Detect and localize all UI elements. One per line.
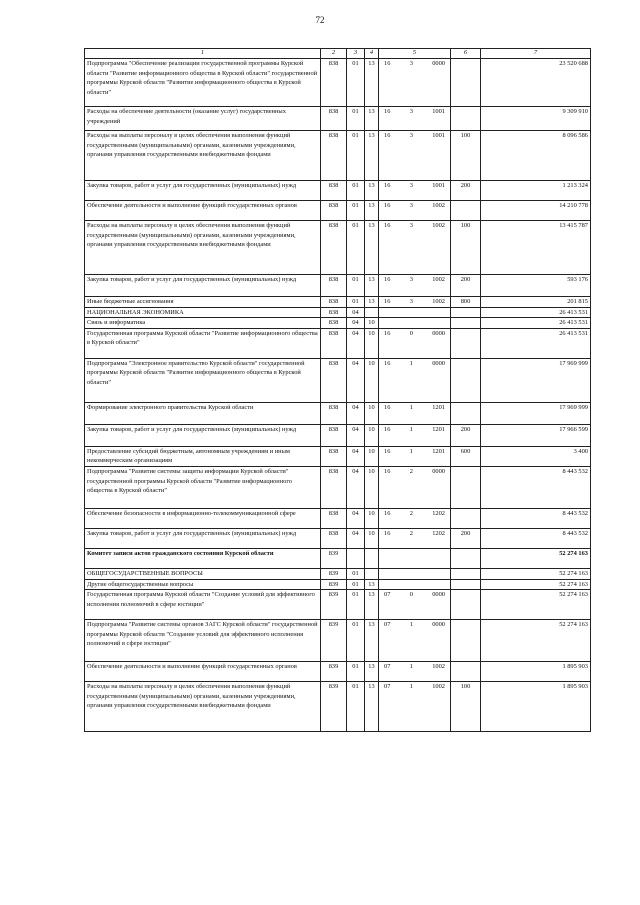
target-article-part: 3 (409, 132, 413, 139)
target-article-parts (381, 620, 448, 630)
cell-ministry-code: 838 (321, 402, 347, 424)
target-article-parts (381, 425, 448, 435)
row-name: Обеспечение деятельности и выполнение функций государственных органов (85, 201, 321, 221)
target-article-parts (381, 590, 448, 600)
target-article-part: 07 (384, 621, 391, 629)
cell-ministry-code: 838 (321, 131, 347, 181)
cell-section-code: 04 (347, 307, 365, 318)
cell-expense-type: 100 (451, 682, 481, 732)
target-article-part: 1 (409, 359, 413, 367)
cell-ministry-code: 838 (321, 297, 347, 308)
table-row (85, 402, 591, 424)
column-header: 5 (379, 49, 451, 59)
cell-amount: 23 520 688 (481, 59, 591, 107)
cell-ministry-code: 838 (321, 528, 347, 548)
cell-subsection-code (365, 548, 379, 568)
table-row (85, 297, 591, 308)
target-article-part: 1002 (432, 222, 445, 229)
cell-ministry-code: 838 (321, 424, 347, 446)
cell-expense-type (451, 568, 481, 579)
cell-amount: 8 443 532 (481, 508, 591, 528)
row-name: Комитет записи актов гражданского состояния Курской области (85, 548, 321, 568)
target-article-part: 16 (384, 467, 391, 475)
target-article-part: 16 (384, 222, 391, 229)
target-article-part: 16 (384, 425, 391, 433)
table-body (85, 49, 591, 732)
table-row (85, 682, 591, 732)
target-article-part: 3 (409, 60, 413, 67)
cell-amount: 13 415 787 (481, 221, 591, 275)
row-name: Закупка товаров, работ и услуг для государственных (муниципальных) нужд (85, 528, 321, 548)
target-article-part: 1001 (432, 108, 445, 115)
target-article-parts (381, 509, 448, 519)
cell-section-code: 01 (347, 579, 365, 590)
cell-subsection-code: 13 (365, 620, 379, 662)
cell-expense-type (451, 59, 481, 107)
cell-ministry-code: 838 (321, 318, 347, 329)
cell-amount: 52 274 163 (481, 548, 591, 568)
cell-amount: 1 895 903 (481, 682, 591, 732)
target-article-part: 1 (409, 621, 413, 629)
cell-ministry-code: 839 (321, 548, 347, 568)
cell-subsection-code: 13 (365, 579, 379, 590)
cell-section-code (347, 548, 365, 568)
cell-ministry-code: 839 (321, 568, 347, 579)
target-article-part: 07 (384, 663, 391, 671)
column-header: 6 (451, 49, 481, 59)
target-article-parts (381, 529, 448, 539)
row-name: Закупка товаров, работ и услуг для государственных (муниципальных) нужд (85, 181, 321, 201)
row-name: Обеспечение деятельности и выполнение функций государственных органов (85, 662, 321, 682)
cell-amount: 17 969 999 (481, 358, 591, 402)
cell-target-article (379, 307, 451, 318)
target-article-part: 3 (409, 222, 413, 229)
target-article-part: 16 (384, 60, 391, 67)
cell-expense-type (451, 579, 481, 590)
target-article-part: 1002 (432, 663, 445, 671)
cell-subsection-code: 10 (365, 528, 379, 548)
target-article-part: 0000 (432, 359, 445, 367)
target-article-parts (381, 59, 448, 69)
target-article-part: 1002 (432, 298, 445, 305)
target-article-parts (381, 107, 448, 117)
cell-expense-type: 100 (451, 131, 481, 181)
target-article-parts (381, 359, 448, 369)
target-article-part: 0 (409, 591, 413, 599)
target-article-part: 07 (384, 683, 391, 691)
cell-expense-type (451, 328, 481, 358)
cell-expense-type: 200 (451, 528, 481, 548)
cell-ministry-code: 838 (321, 107, 347, 131)
cell-target-article (379, 662, 451, 682)
cell-section-code: 01 (347, 59, 365, 107)
target-article-part: 3 (409, 276, 413, 283)
cell-ministry-code: 838 (321, 446, 347, 466)
target-article-part: 0000 (432, 467, 445, 475)
cell-expense-type (451, 107, 481, 131)
cell-amount: 9 309 910 (481, 107, 591, 131)
cell-subsection-code: 10 (365, 402, 379, 424)
cell-subsection-code: 10 (365, 318, 379, 329)
target-article-part: 07 (384, 591, 391, 599)
cell-target-article (379, 508, 451, 528)
row-name: НАЦИОНАЛЬНАЯ ЭКОНОМИКА (85, 307, 321, 318)
table-row (85, 662, 591, 682)
cell-amount: 52 274 163 (481, 568, 591, 579)
cell-target-article (379, 328, 451, 358)
cell-subsection-code: 10 (365, 328, 379, 358)
cell-amount: 17 969 999 (481, 402, 591, 424)
cell-subsection-code: 13 (365, 221, 379, 275)
cell-target-article (379, 131, 451, 181)
cell-expense-type: 200 (451, 275, 481, 297)
target-article-part: 16 (384, 403, 391, 411)
row-name: Подпрограмма "Развитие системы органов ЗАГС Курской области" государственной программы Курской области "Создание условий для эффективного исполнения полномочий в сфере юстиции" (85, 620, 321, 662)
column-header: 4 (365, 49, 379, 59)
target-article-part: 1 (409, 403, 413, 411)
column-header: 7 (481, 49, 591, 59)
table-row (85, 358, 591, 402)
target-article-parts (381, 201, 448, 211)
cell-target-article (379, 297, 451, 308)
cell-ministry-code: 838 (321, 275, 347, 297)
cell-ministry-code: 838 (321, 181, 347, 201)
target-article-part: 16 (384, 298, 391, 305)
table-row (85, 508, 591, 528)
cell-subsection-code: 10 (365, 424, 379, 446)
cell-ministry-code: 839 (321, 662, 347, 682)
row-name: Предоставление субсидий бюджетным, автономным учреждениям и иным некоммерческим организациям (85, 446, 321, 466)
cell-section-code: 01 (347, 275, 365, 297)
cell-amount: 52 274 163 (481, 579, 591, 590)
target-article-part: 1002 (432, 202, 445, 209)
cell-section-code: 04 (347, 424, 365, 446)
cell-target-article (379, 568, 451, 579)
row-name: Расходы на выплаты персоналу в целях обеспечения выполнения функций государственными (муниципальными) органами, казенными учреждениями, органами управления государственными внебюджетными фондами (85, 131, 321, 181)
target-article-part: 2 (409, 509, 413, 517)
target-article-part: 0000 (432, 621, 445, 629)
target-article-parts (381, 181, 448, 191)
target-article-part: 1 (409, 425, 413, 433)
row-name: Государственная программа Курской области "Создание условий для эффективного исполнения полномочий в сфере юстиции" (85, 590, 321, 620)
target-article-part: 0000 (432, 591, 445, 599)
target-article-parts (381, 275, 448, 285)
cell-amount: 201 815 (481, 297, 591, 308)
cell-target-article (379, 446, 451, 466)
cell-subsection-code (365, 307, 379, 318)
cell-target-article (379, 402, 451, 424)
row-name: ОБЩЕГОСУДАРСТВЕННЫЕ ВОПРОСЫ (85, 568, 321, 579)
target-article-part: 3 (409, 202, 413, 209)
target-article-part: 16 (384, 509, 391, 517)
target-article-part: 16 (384, 108, 391, 115)
table-row (85, 620, 591, 662)
target-article-part: 1201 (432, 403, 445, 411)
target-article-part: 1001 (432, 132, 445, 139)
cell-amount: 8 443 532 (481, 466, 591, 508)
cell-target-article (379, 181, 451, 201)
target-article-part: 1 (409, 663, 413, 671)
cell-section-code: 04 (347, 402, 365, 424)
cell-expense-type (451, 548, 481, 568)
cell-ministry-code: 838 (321, 508, 347, 528)
column-header: 3 (347, 49, 365, 59)
table-header-row (85, 49, 591, 59)
cell-target-article (379, 107, 451, 131)
row-name: Подпрограмма "Электронное правительство Курской области" государственной программы Курской области "Развитие информационного общества в Курской области" (85, 358, 321, 402)
cell-subsection-code: 10 (365, 358, 379, 402)
row-name: Государственная программа Курской области "Развитие информационного общества в Курской области" (85, 328, 321, 358)
row-name: Подпрограмма "Развитие системы защиты информации Курской области" государственной программы Курской области "Развитие информационного общества в Курской области" (85, 466, 321, 508)
cell-section-code: 01 (347, 568, 365, 579)
cell-subsection-code: 13 (365, 201, 379, 221)
target-article-part: 0000 (432, 329, 445, 337)
target-article-part: 16 (384, 447, 391, 455)
cell-expense-type: 600 (451, 446, 481, 466)
table-row (85, 59, 591, 107)
table-row (85, 275, 591, 297)
target-article-part: 1002 (432, 683, 445, 691)
target-article-part: 1 (409, 683, 413, 691)
cell-expense-type: 800 (451, 297, 481, 308)
row-name: Расходы на выплаты персоналу в целях обеспечения выполнения функций государственными (муниципальными) органами, казенными учреждениями, органами управления государственными внебюджетными фондами (85, 221, 321, 275)
cell-section-code: 01 (347, 131, 365, 181)
cell-expense-type: 200 (451, 181, 481, 201)
cell-expense-type (451, 662, 481, 682)
cell-expense-type: 200 (451, 424, 481, 446)
target-article-part: 16 (384, 329, 391, 337)
table-row (85, 579, 591, 590)
cell-expense-type (451, 508, 481, 528)
target-article-part: 1201 (432, 447, 445, 455)
cell-amount: 1 895 903 (481, 662, 591, 682)
target-article-parts (381, 662, 448, 672)
row-name: Формирование электронного правительства Курской области (85, 402, 321, 424)
table-row (85, 590, 591, 620)
cell-target-article (379, 579, 451, 590)
target-article-part: 16 (384, 202, 391, 209)
budget-table (84, 48, 591, 732)
target-article-part: 1202 (432, 509, 445, 517)
cell-ministry-code: 838 (321, 358, 347, 402)
cell-section-code: 01 (347, 620, 365, 662)
cell-target-article (379, 358, 451, 402)
cell-ministry-code: 839 (321, 590, 347, 620)
cell-amount: 8 096 586 (481, 131, 591, 181)
cell-subsection-code: 10 (365, 466, 379, 508)
row-name: Закупка товаров, работ и услуг для государственных (муниципальных) нужд (85, 424, 321, 446)
cell-section-code: 01 (347, 297, 365, 308)
cell-subsection-code: 13 (365, 590, 379, 620)
cell-target-article (379, 548, 451, 568)
cell-amount: 52 274 163 (481, 620, 591, 662)
target-article-part: 16 (384, 132, 391, 139)
cell-expense-type (451, 358, 481, 402)
row-name: Связь и информатика (85, 318, 321, 329)
target-article-part: 2 (409, 529, 413, 537)
row-name: Закупка товаров, работ и услуг для государственных (муниципальных) нужд (85, 275, 321, 297)
table-row (85, 201, 591, 221)
cell-ministry-code: 838 (321, 221, 347, 275)
target-article-part: 16 (384, 182, 391, 189)
table-row (85, 131, 591, 181)
cell-ministry-code: 838 (321, 201, 347, 221)
cell-subsection-code (365, 568, 379, 579)
cell-section-code: 04 (347, 328, 365, 358)
row-name: Иные бюджетные ассигнования (85, 297, 321, 308)
cell-expense-type (451, 620, 481, 662)
table-row (85, 424, 591, 446)
target-article-part: 16 (384, 529, 391, 537)
cell-target-article (379, 318, 451, 329)
cell-subsection-code: 13 (365, 682, 379, 732)
cell-section-code: 01 (347, 662, 365, 682)
cell-subsection-code: 13 (365, 131, 379, 181)
cell-ministry-code: 839 (321, 579, 347, 590)
table-row (85, 221, 591, 275)
cell-subsection-code: 10 (365, 508, 379, 528)
cell-amount: 3 400 (481, 446, 591, 466)
page-number: 72 (315, 15, 325, 25)
target-article-parts (381, 403, 448, 413)
target-article-part: 1201 (432, 425, 445, 433)
cell-ministry-code: 838 (321, 307, 347, 318)
table-row (85, 328, 591, 358)
cell-subsection-code: 13 (365, 297, 379, 308)
cell-ministry-code: 838 (321, 466, 347, 508)
cell-section-code: 04 (347, 446, 365, 466)
cell-section-code: 01 (347, 201, 365, 221)
cell-subsection-code: 13 (365, 662, 379, 682)
cell-section-code: 01 (347, 221, 365, 275)
cell-subsection-code: 13 (365, 107, 379, 131)
target-article-parts (381, 682, 448, 692)
row-name: Обеспечение безопасности в информационно-телекоммуникационной сфере (85, 508, 321, 528)
table-row (85, 548, 591, 568)
cell-target-article (379, 590, 451, 620)
target-article-part: 3 (409, 298, 413, 305)
cell-amount: 26 413 531 (481, 328, 591, 358)
table-row (85, 107, 591, 131)
target-article-part: 1001 (432, 182, 445, 189)
target-article-part: 2 (409, 467, 413, 475)
cell-ministry-code: 838 (321, 59, 347, 107)
target-article-part: 16 (384, 359, 391, 367)
cell-section-code: 04 (347, 528, 365, 548)
target-article-part: 16 (384, 276, 391, 283)
cell-target-article (379, 620, 451, 662)
cell-amount: 26 413 531 (481, 318, 591, 329)
cell-target-article (379, 59, 451, 107)
target-article-parts (381, 131, 448, 141)
cell-ministry-code: 838 (321, 328, 347, 358)
target-article-part: 3 (409, 182, 413, 189)
cell-section-code: 01 (347, 107, 365, 131)
cell-ministry-code: 839 (321, 620, 347, 662)
row-name: Расходы на обеспечение деятельности (оказание услуг) государственных учреждений (85, 107, 321, 131)
cell-expense-type (451, 590, 481, 620)
target-article-part: 0 (409, 329, 413, 337)
cell-ministry-code: 839 (321, 682, 347, 732)
table-row (85, 307, 591, 318)
cell-subsection-code: 13 (365, 181, 379, 201)
cell-section-code: 01 (347, 181, 365, 201)
table-row (85, 568, 591, 579)
cell-section-code: 04 (347, 508, 365, 528)
table-row (85, 528, 591, 548)
cell-section-code: 01 (347, 682, 365, 732)
cell-target-article (379, 221, 451, 275)
cell-section-code: 04 (347, 358, 365, 402)
target-article-parts (381, 221, 448, 231)
cell-expense-type (451, 201, 481, 221)
target-article-part: 3 (409, 108, 413, 115)
cell-target-article (379, 201, 451, 221)
cell-expense-type: 100 (451, 221, 481, 275)
cell-expense-type (451, 307, 481, 318)
cell-target-article (379, 424, 451, 446)
cell-section-code: 04 (347, 466, 365, 508)
table-row (85, 318, 591, 329)
cell-expense-type (451, 402, 481, 424)
cell-target-article (379, 682, 451, 732)
cell-subsection-code: 13 (365, 275, 379, 297)
cell-amount: 1 213 324 (481, 181, 591, 201)
cell-amount: 14 210 778 (481, 201, 591, 221)
column-header: 1 (85, 49, 321, 59)
cell-target-article (379, 528, 451, 548)
cell-amount: 8 443 532 (481, 528, 591, 548)
table-row (85, 181, 591, 201)
target-article-parts (381, 329, 448, 339)
cell-amount: 26 413 531 (481, 307, 591, 318)
cell-amount: 17 966 599 (481, 424, 591, 446)
cell-target-article (379, 275, 451, 297)
cell-amount: 52 274 163 (481, 590, 591, 620)
cell-subsection-code: 13 (365, 59, 379, 107)
cell-amount: 593 176 (481, 275, 591, 297)
cell-expense-type (451, 318, 481, 329)
table-row (85, 446, 591, 466)
cell-section-code: 04 (347, 318, 365, 329)
target-article-part: 0000 (432, 60, 445, 67)
row-name: Подпрограмма "Обеспечение реализации государственной программы Курской области "Развитие информационного общества в Курской области" государственной программы Курской области "Развитие информационного общества в Курской области" (85, 59, 321, 107)
cell-expense-type (451, 466, 481, 508)
table-row (85, 466, 591, 508)
row-name: Другие общегосударственные вопросы (85, 579, 321, 590)
target-article-parts (381, 297, 448, 307)
target-article-part: 1 (409, 447, 413, 455)
target-article-parts (381, 467, 448, 477)
cell-target-article (379, 466, 451, 508)
cell-subsection-code: 10 (365, 446, 379, 466)
budget-table-container (84, 48, 590, 732)
column-header: 2 (321, 49, 347, 59)
target-article-part: 1202 (432, 529, 445, 537)
target-article-parts (381, 447, 448, 457)
cell-section-code: 01 (347, 590, 365, 620)
row-name: Расходы на выплаты персоналу в целях обеспечения выполнения функций государственными (муниципальными) органами, казенными учреждениями, органами управления государственными внебюджетными фондами (85, 682, 321, 732)
target-article-part: 1002 (432, 276, 445, 283)
